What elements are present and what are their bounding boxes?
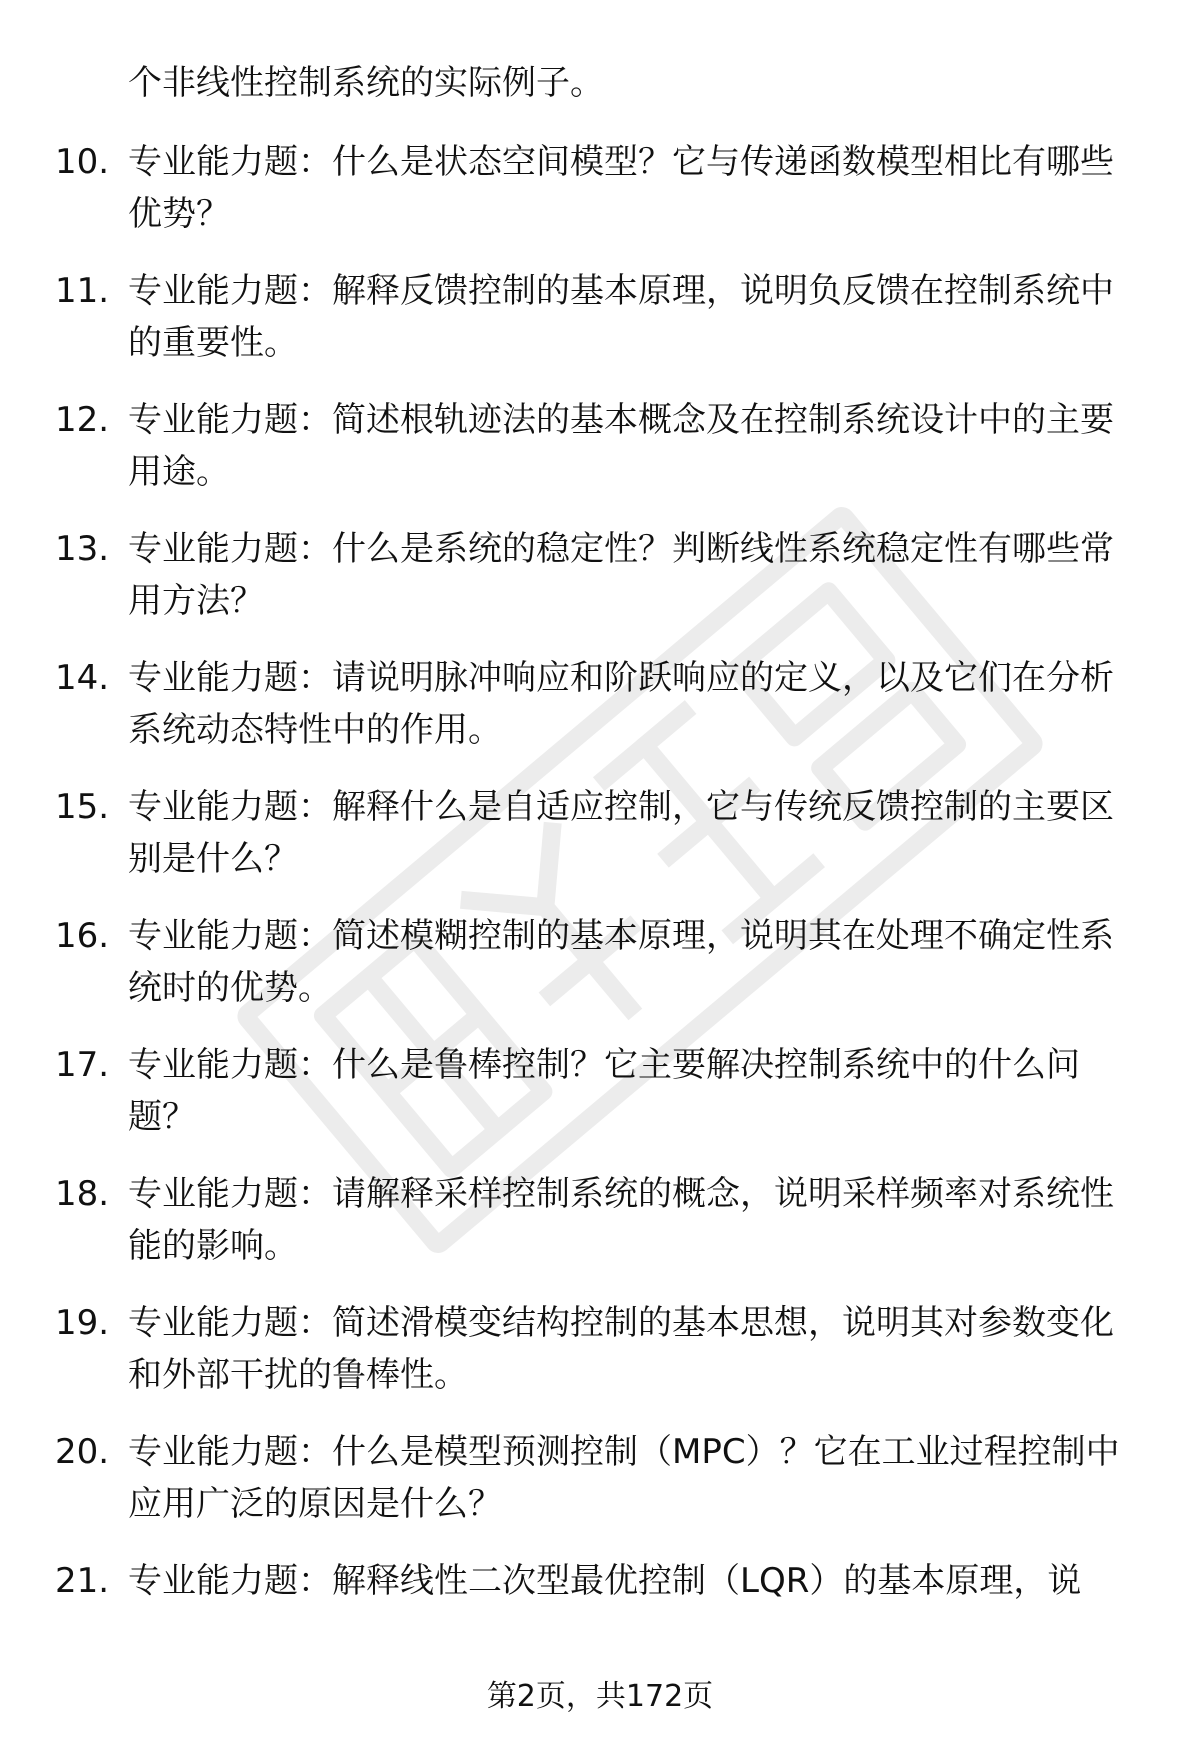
continuation-text: 个非线性控制系统的实际例子。 [128,63,604,103]
question-number: 18. [55,1174,110,1214]
question-text: 专业能力题：什么是模型预测控制（MPC）？它在工业过程控制中应用广泛的原因是什么？ [128,1432,1120,1524]
question-item [0,265,1200,394]
question-number: 14. [55,658,110,698]
question-item [0,1297,1200,1426]
question-item [0,781,1200,910]
question-text: 专业能力题：解释什么是自适应控制，它与传统反馈控制的主要区别是什么？ [128,787,1114,879]
question-item [0,1426,1200,1555]
question-number: 12. [55,400,110,440]
question-number: 16. [55,916,110,956]
question-list [0,136,1200,1684]
question-item [0,652,1200,781]
question-item [0,910,1200,1039]
question-number: 19. [55,1303,110,1343]
page-footer: 第2页，共172页 [486,1679,714,1714]
question-text: 专业能力题：请说明脉冲响应和阶跃响应的定义，以及它们在分析系统动态特性中的作用。 [128,658,1114,750]
question-number: 13. [55,529,110,569]
question-number: 20. [55,1432,110,1472]
question-text: 专业能力题：请解释采样控制系统的概念，说明采样频率对系统性能的影响。 [128,1174,1114,1266]
question-item [0,523,1200,652]
question-number: 10. [55,142,110,182]
question-text: 专业能力题：简述模糊控制的基本原理，说明其在处理不确定性系统时的优势。 [128,916,1114,1008]
question-text: 专业能力题：什么是鲁棒控制？它主要解决控制系统中的什么问题？ [128,1045,1080,1137]
question-number: 21. [55,1561,110,1601]
question-item [0,1039,1200,1168]
question-text: 专业能力题：什么是系统的稳定性？判断线性系统稳定性有哪些常用方法？ [128,529,1114,621]
question-text: 专业能力题：简述滑模变结构控制的基本思想，说明其对参数变化和外部干扰的鲁棒性。 [128,1303,1114,1395]
question-number: 11. [55,271,110,311]
question-text: 专业能力题：简述根轨迹法的基本概念及在控制系统设计中的主要用途。 [128,400,1114,492]
question-item [0,1555,1200,1684]
question-number: 15. [55,787,110,827]
question-item [0,394,1200,523]
question-number: 17. [55,1045,110,1085]
question-item [0,136,1200,265]
question-text: 专业能力题：解释线性二次型最优控制（LQR）的基本原理，说 [128,1561,1082,1601]
question-item [0,1168,1200,1297]
question-text: 专业能力题：什么是状态空间模型？它与传递函数模型相比有哪些优势？ [128,142,1114,234]
question-text: 专业能力题：解释反馈控制的基本原理，说明负反馈在控制系统中的重要性。 [128,271,1114,363]
